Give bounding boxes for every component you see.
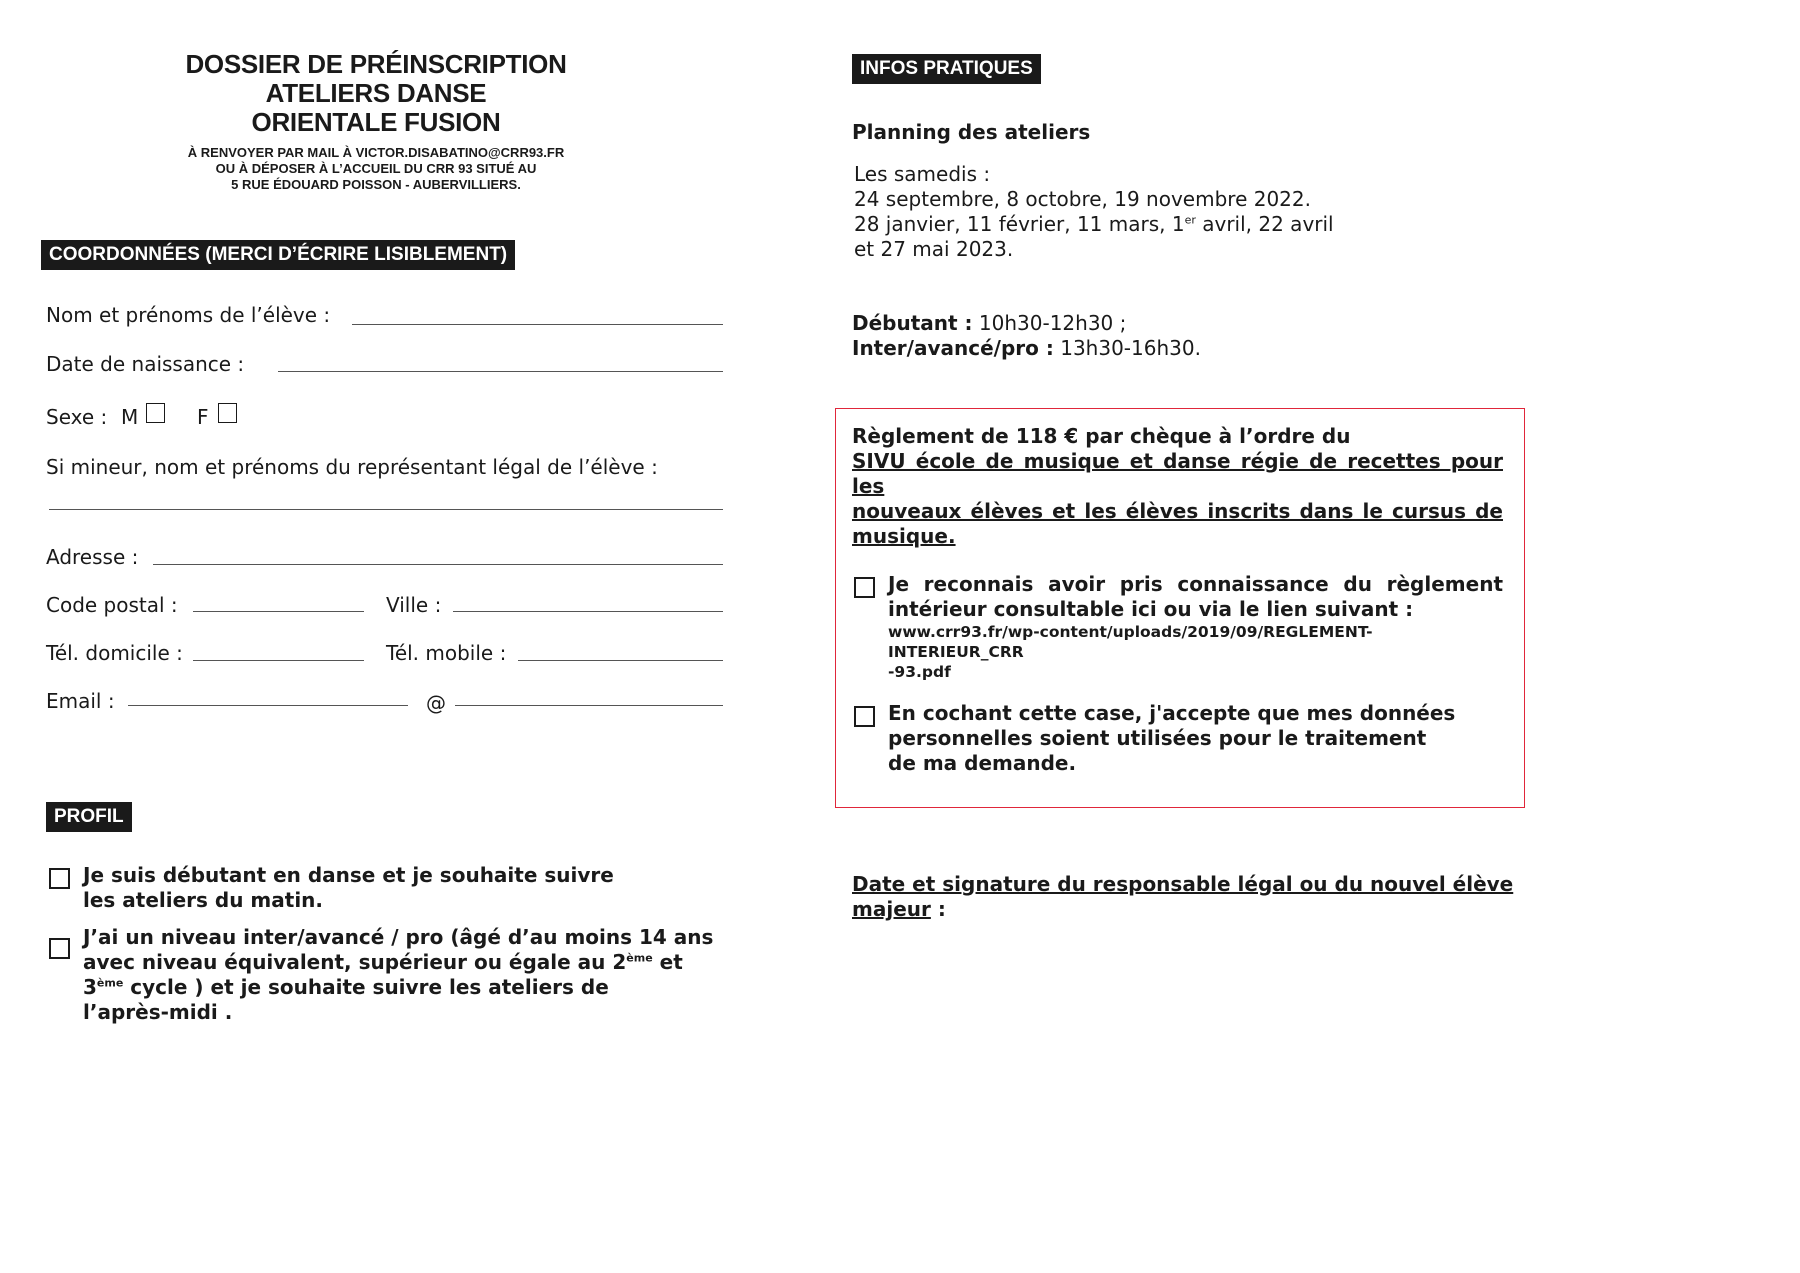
reglement-interieur-checkbox[interactable] <box>854 577 875 598</box>
email-user-field[interactable] <box>128 705 408 706</box>
tel-dom-field[interactable] <box>193 660 364 661</box>
form-instructions <box>140 145 612 193</box>
superscript: ème <box>96 976 124 990</box>
debutant-value: 10h30-12h30 ; <box>972 311 1127 335</box>
profil-banner: PROFIL <box>46 802 132 832</box>
superscript: ème <box>626 951 653 965</box>
inter-value: 13h30-16h30. <box>1053 336 1201 360</box>
ville-label: Ville : <box>386 593 442 617</box>
planning-title: Planning des ateliers <box>852 120 1091 144</box>
email-at-sign: @ <box>426 691 446 715</box>
inter-hours <box>852 336 1201 361</box>
infos-banner: INFOS PRATIQUES <box>852 54 1041 84</box>
cp-label: Code postal : <box>46 593 178 617</box>
signature-text: majeur <box>852 897 931 921</box>
check-line: personnelles soient utilisées pour le traitement <box>888 726 1427 750</box>
check-line: En cochant cette case, j'accepte que mes données <box>888 701 1456 725</box>
samedis-label: Les samedis : <box>854 162 991 186</box>
option-line: J’ai un niveau inter/avancé / pro (âgé d’au moins 14 ans <box>83 925 714 949</box>
representant-field[interactable] <box>49 509 723 510</box>
instruction-line: À RENVOYER PAR MAIL À VICTOR.DISABATINO@CRR93.FR <box>187 145 565 160</box>
option-text: avec niveau équivalent, supérieur ou égale au 2 <box>83 950 627 974</box>
reglement-interieur-text <box>888 572 1503 682</box>
dates-line: et 27 mai 2023. <box>854 237 1014 261</box>
dates-text: 28 janvier, 11 février, 11 mars, 1 <box>854 212 1185 236</box>
dates-line: 24 septembre, 8 octobre, 19 novembre 2022. <box>854 187 1311 211</box>
avance-option-text <box>83 925 713 1025</box>
planning-dates <box>854 162 1334 262</box>
check-line: intérieur consultable ici ou via le lien suivant : <box>888 597 1414 621</box>
dates-text: avril, 22 avril <box>1195 212 1334 236</box>
debutant-hours <box>852 311 1201 336</box>
representant-label: Si mineur, nom et prénoms du représentant légal de l’élève : <box>46 455 658 479</box>
avance-checkbox[interactable] <box>49 938 70 959</box>
nom-field[interactable] <box>352 324 723 325</box>
rgpd-text <box>888 701 1455 776</box>
adresse-field[interactable] <box>153 564 723 565</box>
check-line: de ma demande. <box>888 751 1077 775</box>
payee-line: nouveaux élèves et les élèves inscrits dans le cursus de <box>852 499 1503 523</box>
option-line: l’après-midi . <box>83 1000 233 1024</box>
reglement-link[interactable] <box>888 622 1503 682</box>
dates-line <box>854 212 1334 237</box>
title-line: ORIENTALE FUSION <box>251 107 501 137</box>
option-text: 3 <box>83 975 97 999</box>
signature-line: Date et signature du responsable légal ou du nouvel élève <box>852 872 1514 896</box>
option-line <box>83 950 713 975</box>
nom-label: Nom et prénoms de l’élève : <box>46 303 331 327</box>
tel-dom-label: Tél. domicile : <box>46 641 183 665</box>
payee-line: SIVU école de musique et danse régie de recettes pour les <box>852 449 1503 498</box>
naissance-field[interactable] <box>278 371 723 372</box>
adresse-label: Adresse : <box>46 545 139 569</box>
option-text: et <box>652 950 683 974</box>
signature-text: : <box>930 897 946 921</box>
debutant-checkbox[interactable] <box>49 868 70 889</box>
signature-line <box>852 897 1513 922</box>
rgpd-checkbox[interactable] <box>854 706 875 727</box>
title-line: DOSSIER DE PRÉINSCRIPTION <box>185 49 567 79</box>
form-title <box>140 50 612 137</box>
cp-field[interactable] <box>193 611 364 612</box>
signature-area[interactable] <box>852 930 1512 1080</box>
superscript: er <box>1184 213 1196 227</box>
sexe-f-label: F <box>197 405 209 429</box>
link-line: www.crr93.fr/wp-content/uploads/2019/09/REGLEMENT-INTERIEUR_CRR <box>888 623 1373 661</box>
inter-label: Inter/avancé/pro : <box>852 336 1054 360</box>
tel-mob-label: Tél. mobile : <box>386 641 507 665</box>
instruction-line: OU À DÉPOSER À L’ACCUEIL DU CRR 93 SITUÉ AU <box>215 161 537 176</box>
title-line: ATELIERS DANSE <box>265 78 487 108</box>
naissance-label: Date de naissance : <box>46 352 245 376</box>
email-domain-field[interactable] <box>455 705 723 706</box>
debutant-option-text <box>83 863 614 913</box>
link-line: -93.pdf <box>888 663 951 681</box>
sexe-f-checkbox[interactable] <box>218 403 237 423</box>
option-line <box>83 975 713 1000</box>
debutant-label: Débutant : <box>852 311 973 335</box>
instruction-line: 5 RUE ÉDOUARD POISSON - AUBERVILLIERS. <box>231 177 521 192</box>
email-label: Email : <box>46 689 115 713</box>
option-text: cycle ) et je souhaite suivre les ateliers de <box>123 975 609 999</box>
coordonnees-banner: COORDONNÉES (MERCI D’ÉCRIRE LISIBLEMENT) <box>41 240 515 270</box>
sexe-m-label: M <box>121 405 139 429</box>
ville-field[interactable] <box>453 611 723 612</box>
tel-mob-field[interactable] <box>518 660 723 661</box>
sexe-m-checkbox[interactable] <box>146 403 165 423</box>
reglement-intro: Règlement de 118 € par chèque à l’ordre du <box>852 424 1351 448</box>
option-line: les ateliers du matin. <box>83 888 324 912</box>
signature-label <box>852 872 1513 922</box>
option-line: Je suis débutant en danse et je souhaite suivre <box>83 863 614 887</box>
sexe-label: Sexe : <box>46 405 108 429</box>
horaires <box>852 311 1201 361</box>
reglement-text <box>852 424 1503 549</box>
payee-line: musique. <box>852 524 956 548</box>
check-line: Je reconnais avoir pris connaissance du règlement <box>888 572 1503 596</box>
